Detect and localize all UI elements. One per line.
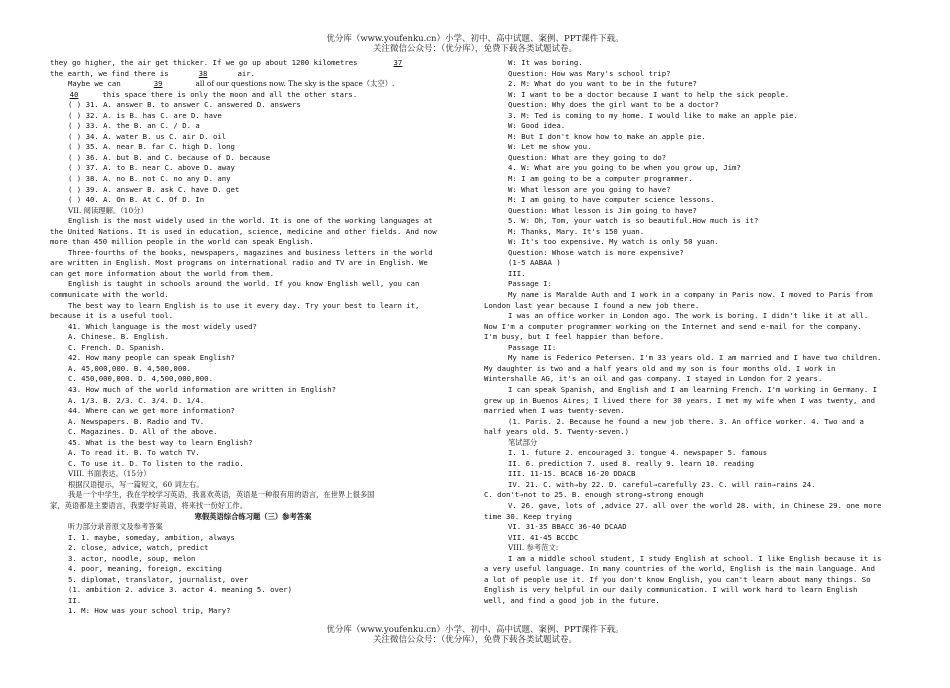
transcript-line: Question: What are they going to do? — [508, 152, 667, 162]
question-44: 44. Where can we get more information? — [68, 406, 235, 416]
answer-subtitle: 听力部分录音原文及参考答案 — [68, 522, 163, 532]
question-33: ( ) 33. A. the B. an C. / D. a — [68, 121, 200, 131]
header-line-1: 优分库（www.youfenku.cn）小学、初中、高中试题、案例、PPT课件下载。 — [326, 34, 624, 44]
option-line: A. 1/3. B. 2/3. C. 3/4. D. 1/4. — [68, 395, 205, 405]
option-line: C. French. D. Spanish. — [68, 342, 165, 352]
right-column — [484, 58, 900, 606]
cloze-line: 40 this space there is only the moon and all the other stars. — [50, 90, 456, 101]
passage-title: Passage I: — [508, 279, 552, 289]
transcript-line: W: I want to be a doctor because I want to help the sick people. — [508, 89, 790, 99]
transcript-line: W: Let me show you. — [508, 142, 592, 152]
answer-key-title: 寒假英语综合练习题（三）参考答案 — [194, 511, 312, 521]
passage-line: My name is Federico Petersen. I'm 33 years old. I am married and I have two children. — [508, 353, 882, 363]
answer-line: (1. ambition 2. advice 3. actor 4. meaning 5. over) — [68, 585, 293, 595]
question-39: ( ) 39. A. answer B. ask C. have D. get — [68, 184, 240, 194]
transcript-line: Question: Why does the girl want to be a doctor? — [508, 100, 719, 110]
question-41: 41. Which language is the most widely used? — [68, 321, 257, 331]
passage-line: I'm busy, but I feel happier than before. — [484, 332, 665, 342]
paragraph-line: more than 450 million people in the world can speak English. — [50, 237, 314, 247]
essay-line: well, and find a good job in the future. — [484, 595, 660, 605]
question-38: ( ) 38. A. no B. not C. no any D. any — [68, 174, 231, 184]
question-31: ( ) 31. A. answer B. to answer C. answered D. answers — [68, 100, 301, 110]
transcript-line: Question: How was Mary's school trip? — [508, 68, 671, 78]
option-line: A. To read it. B. To watch TV. — [68, 448, 200, 458]
passage-line: Now I'm a computer programmer working on the Internet and send e-mail for the company. — [484, 321, 862, 331]
section-heading: VII. 阅读理解。（10分） — [68, 205, 148, 215]
blank-37: 37 — [393, 58, 403, 67]
essay-line: a lot of people use it. If you don't know English, you can't learn about many things. So — [484, 574, 871, 584]
answer-line: 4. poor, meaning, foreign, exciting — [68, 564, 222, 574]
paragraph-line: English is the most widely used in the world. It is one of the working languages at — [68, 216, 433, 226]
answer-line: 3. actor, noodle, soup, melon — [68, 553, 196, 563]
answer-line: 5. diplomat, translator, journalist, over — [68, 574, 249, 584]
paragraph-line: are written in English. Most programs on international radio and TV are in English. We — [50, 258, 428, 268]
transcript-line: M: Thanks, Mary. It's 150 yuan. — [508, 226, 645, 236]
paragraph-line: The best way to learn English is to use it every day. Try your best to learn it, — [68, 300, 420, 310]
transcript-line: 4. W: What are you going to be when you grow up, Jim? — [508, 163, 741, 173]
writing-prompt: 我是一个中学生，我在学校学习英语，我喜欢英语，英语是一种很有用的语言，在世界上很多国 — [68, 490, 375, 500]
question-40: ( ) 40. A. On B. At C. Of D. In — [68, 195, 205, 205]
cloze-line: Maybe we can 39 all of our questions now. The sky is the space（太空）. — [68, 79, 395, 89]
footer-line-2: 关注微信公众号：（优分库），免费下载各类试题试卷。 — [372, 635, 577, 645]
option-line: C. To use it. D. To listen to the radio. — [68, 458, 244, 468]
footer-line-1: 优分库（www.youfenku.cn）小学、初中、高中试题、案例、PPT课件下载。 — [326, 625, 624, 635]
passage-line: I was an office worker in London ago. The work is boring. I didn't like it at all. — [508, 311, 869, 321]
passage-title: Passage II: — [508, 342, 557, 352]
writing-prompt: 根据汉语提示，写一篇短文，60 词左右。 — [68, 479, 204, 489]
paragraph-line: because it is a useful tool. — [50, 311, 174, 321]
passage-line: Wintershalle AG, it's an oil and gas company. I stayed in London for 2 years. — [484, 374, 823, 384]
answer-line: III. 11-15. BCACB 16-20 DDACB — [508, 469, 636, 479]
section-heading: III. — [508, 268, 526, 278]
section-heading: VIII. 参考范文: — [508, 543, 559, 553]
cloze-line: they go higher, the air get thicker. If we go up about 1200 kilometres 37 — [50, 58, 456, 69]
blank-39: 39 — [153, 79, 163, 89]
section-heading: 笔试部分 — [508, 437, 538, 447]
answer-line: (1-5 AABAA ) — [508, 258, 561, 268]
question-42: 42. How many people can speak English? — [68, 353, 235, 363]
answer-line: time 30. Keep trying — [484, 511, 572, 521]
transcript-line: M: I am going to have computer science lessons. — [508, 195, 715, 205]
answer-line: II. 6. prediction 7. used 8. really 9. learn 10. reading — [508, 458, 755, 468]
answer-line: (1. Paris. 2. Because he found a new job there. 3. An office worker. 4. Two and a — [508, 416, 864, 426]
answer-line: 2. close, advice, watch, predict — [68, 543, 209, 553]
answer-line: 1. M: How was your school trip, Mary? — [68, 606, 231, 616]
header-line-2: 关注微信公众号：（优分库），免费下载各类试题试卷。 — [372, 44, 577, 54]
transcript-line: W: What lesson are you going to have? — [508, 184, 671, 194]
answer-line: half years old. 5. Twenty-seven.) — [484, 427, 629, 437]
paragraph-line: Three-fourths of the books, newspapers, magazines and business letters in the world — [68, 247, 433, 257]
passage-line: My name is Maralde Auth and I work in a company in Paris now. I moved to Paris from — [508, 290, 873, 300]
passage-line: London last year because I found a new job there. — [484, 300, 700, 310]
question-37: ( ) 37. A. to B. near C. above D. away — [68, 163, 235, 173]
option-line: A. 45,000,000. B. 4,500,000. — [68, 363, 192, 373]
transcript-line: W: It's too expensive. My watch is only 50 yuan. — [508, 237, 719, 247]
passage-line: married when I was twenty-seven. — [484, 406, 625, 416]
paragraph-line: can get more information about the world from them. — [50, 268, 275, 278]
section-heading: VIII. 书面表达。（15分） — [68, 469, 151, 479]
option-line: C. 450,000,000. D. 4,500,000,000. — [68, 374, 213, 384]
cloze-line: the earth, we find there is 38 air. — [50, 68, 256, 78]
page-header — [0, 34, 950, 54]
answer-line: II. — [68, 595, 82, 605]
answer-line: I. 1. future 2. encouraged 3. tongue 4. newspaper 5. famous — [508, 448, 768, 458]
essay-line: I am a middle school student, I study English at school. I like English because it is — [508, 553, 882, 563]
option-line: A. Chinese. B. English. — [68, 332, 170, 342]
question-34: ( ) 34. A. water B. us C. air D. oil — [68, 131, 227, 141]
question-32: ( ) 32. A. is B. has C. are D. have — [68, 110, 222, 120]
transcript-line: 2. M: What do you want to be in the future? — [508, 79, 697, 89]
passage-line: My daughter is two and a half years old and my son is four months old. I work in — [484, 363, 836, 373]
transcript-line: 5. W: Oh, Tom, your watch is so beautiful.How much is it? — [508, 216, 759, 226]
answer-line: IV. 21. C. with→by 22. D. careful→carefully 23. C. will rain→rains 24. — [508, 479, 816, 489]
transcript-line: Question: What lesson is Jim going to have? — [508, 205, 697, 215]
answer-line: V. 26. gave, lots of ,advice 27. all over the world 28. with, in Chinese 29. one more — [508, 500, 882, 510]
answer-line: VII. 41-45 BCCDC — [508, 532, 579, 542]
question-36: ( ) 36. A. but B. and C. because of D. because — [68, 152, 271, 162]
answer-line: I. 1. maybe, someday, ambition, always — [68, 532, 235, 542]
question-43: 43. How much of the world information are written in English? — [68, 384, 336, 394]
writing-prompt: 家，英语都是主要语言，我要学好英语，将来找一份好工作。 — [50, 500, 248, 510]
left-column — [50, 58, 456, 617]
paragraph-line: communicate with the world. — [50, 290, 169, 300]
question-45: 45. What is the best way to learn English? — [68, 437, 253, 447]
essay-line: a very useful language. In many countries of the world, English is the main language. And — [484, 564, 875, 574]
answer-line: C. don't→not to 25. B. enough strong→strong enough — [484, 490, 704, 500]
transcript-line: Question: Whose watch is more expensive? — [508, 247, 684, 257]
blank-40: 40 — [69, 89, 79, 99]
passage-line: I can speak Spanish, and English and I am learning French. I'm working in Germany. I — [508, 384, 878, 394]
transcript-line: W: Good idea. — [508, 121, 566, 131]
transcript-line: M: I am going to be a computer programmer. — [508, 174, 693, 184]
answer-line: VI. 31-35 BBACC 36-40 DCAAD — [508, 522, 627, 532]
paragraph-line: the United Nations. It is used in education, science, medicine and other fields. And now — [50, 226, 437, 236]
transcript-line: W: It was boring. — [508, 58, 583, 67]
transcript-line: 3. M: Ted is coming to my home. I would like to make an apple pie. — [508, 110, 798, 120]
essay-line: English is very helpful in our daily communication. I will work hard to learn English — [484, 585, 858, 595]
blank-38: 38 — [198, 68, 208, 78]
option-line: A. Newspapers. B. Radio and TV. — [68, 416, 205, 426]
passage-line: grew up in Buenos Aires; I lived there for 30 years. I met my wife when I was twenty, and — [484, 395, 875, 405]
page-footer — [0, 625, 950, 645]
question-35: ( ) 35. A. near B. far C. high D. long — [68, 142, 235, 152]
option-line: C. Magazines. D. All of the above. — [68, 427, 218, 437]
transcript-line: M: But I don't know how to make an apple pie. — [508, 131, 706, 141]
paragraph-line: English is taught in schools around the world. If you know English well, you can — [68, 279, 420, 289]
